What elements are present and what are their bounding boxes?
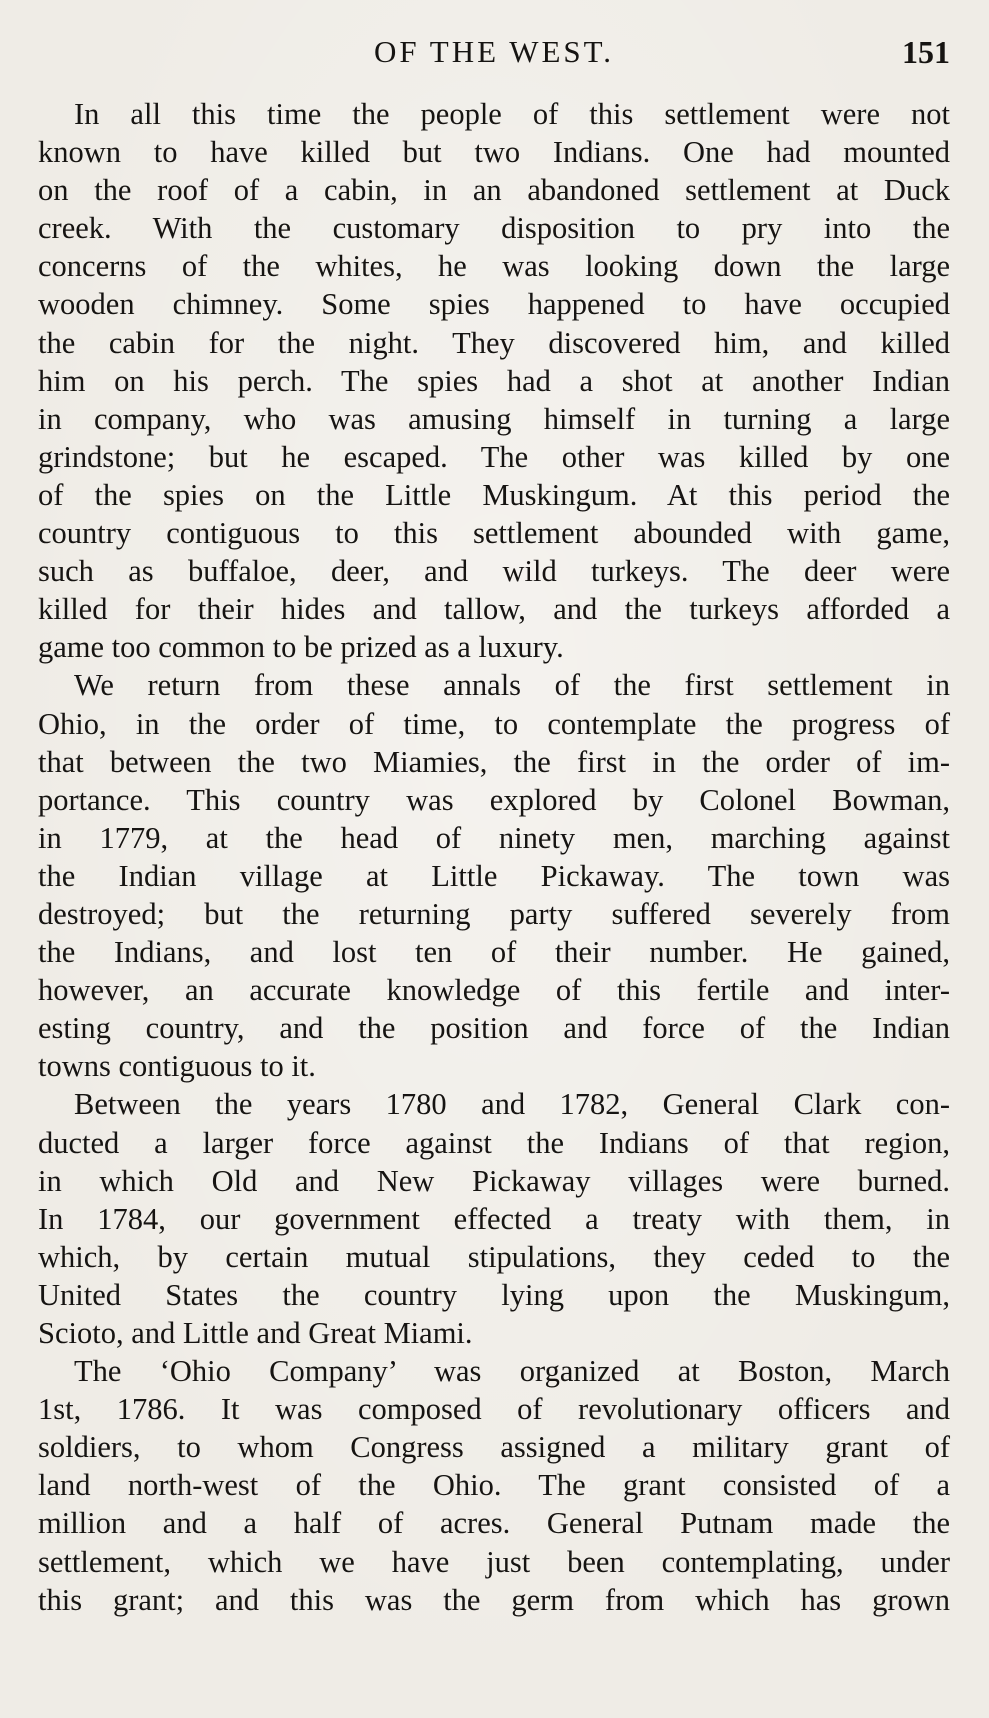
text-line: on the roof of a cabin, in an abandoned settlement at Duck	[38, 173, 950, 208]
text-line: 1st, 1786. It was composed of revolutionary officers and	[38, 1392, 950, 1427]
text-line: killed for their hides and tallow, and the turkeys afforded a	[38, 592, 950, 627]
text-line: of the spies on the Little Muskingum. At this period the	[38, 477, 950, 512]
text-line: the Indians, and lost ten of their number. He gained,	[38, 935, 950, 970]
text-line: in 1779, at the head of ninety men, marching against	[38, 820, 950, 855]
paragraph-3	[38, 1085, 950, 1352]
text-line: concerns of the whites, he was looking down the large	[38, 249, 950, 284]
text-line: creek. With the customary disposition to pry into the	[38, 211, 950, 246]
text-line: him on his perch. The spies had a shot at another Indian	[38, 363, 950, 398]
text-line: In 1784, our government effected a treaty with them, in	[38, 1201, 950, 1236]
text-line: country contiguous to this settlement abounded with game,	[38, 516, 950, 551]
text-line: however, an accurate knowledge of this fertile and inter-	[38, 973, 950, 1008]
body-text	[38, 95, 950, 1619]
text-line: wooden chimney. Some spies happened to have occupied	[38, 287, 950, 322]
running-title: OF THE WEST.	[373, 34, 615, 69]
text-line: In all this time the people of this settlement were not	[74, 97, 950, 131]
paragraph-1	[38, 95, 950, 666]
text-line: such as buffaloe, deer, and wild turkeys. The deer were	[38, 554, 950, 589]
text-line: destroyed; but the returning party suffered severely from	[38, 896, 950, 931]
text-line: portance. This country was explored by Colonel Bowman,	[38, 782, 950, 817]
text-line: this grant; and this was the germ from which has grown	[38, 1582, 950, 1617]
text-line: the Indian village at Little Pickaway. The town was	[38, 858, 950, 893]
text-line: Scioto, and Little and Great Miami.	[38, 1316, 473, 1350]
paragraph-2	[38, 666, 950, 1085]
text-line: settlement, which we have just been contemplating, under	[38, 1544, 950, 1579]
text-line: ducted a larger force against the Indians of that region,	[38, 1125, 950, 1160]
text-line: soldiers, to whom Congress assigned a military grant of	[38, 1430, 950, 1465]
text-line: The ‘Ohio Company’ was organized at Boston, March	[74, 1354, 950, 1389]
text-line: game too common to be prized as a luxury.	[38, 630, 564, 665]
text-line: which, by certain mutual stipulations, they ceded to the	[38, 1239, 950, 1274]
text-line: million and a half of acres. General Putnam made the	[38, 1506, 950, 1541]
text-line: land north-west of the Ohio. The grant consisted of a	[38, 1468, 950, 1503]
text-line: towns contiguous to it.	[38, 1049, 316, 1084]
paragraph-4	[38, 1352, 950, 1619]
text-line: in company, who was amusing himself in turning a large	[38, 401, 950, 436]
text-line: esting country, and the position and force of the Indian	[38, 1011, 950, 1046]
text-line: United States the country lying upon the Muskingum,	[38, 1277, 950, 1312]
text-line: Ohio, in the order of time, to contemplate the progress of	[38, 706, 950, 741]
text-line: in which Old and New Pickaway villages were burned.	[38, 1163, 950, 1198]
running-head	[38, 34, 950, 78]
text-line: grindstone; but he escaped. The other was killed by one	[38, 439, 950, 474]
text-line: Between the years 1780 and 1782, General Clark con-	[74, 1087, 950, 1122]
text-line: We return from these annals of the first settlement in	[74, 668, 950, 703]
text-line: that between the two Miamies, the first in the order of im-	[38, 744, 950, 779]
text-line: the cabin for the night. They discovered him, and killed	[38, 325, 950, 360]
page-number: 151	[902, 34, 950, 70]
text-line: known to have killed but two Indians. One had mounted	[38, 135, 950, 170]
